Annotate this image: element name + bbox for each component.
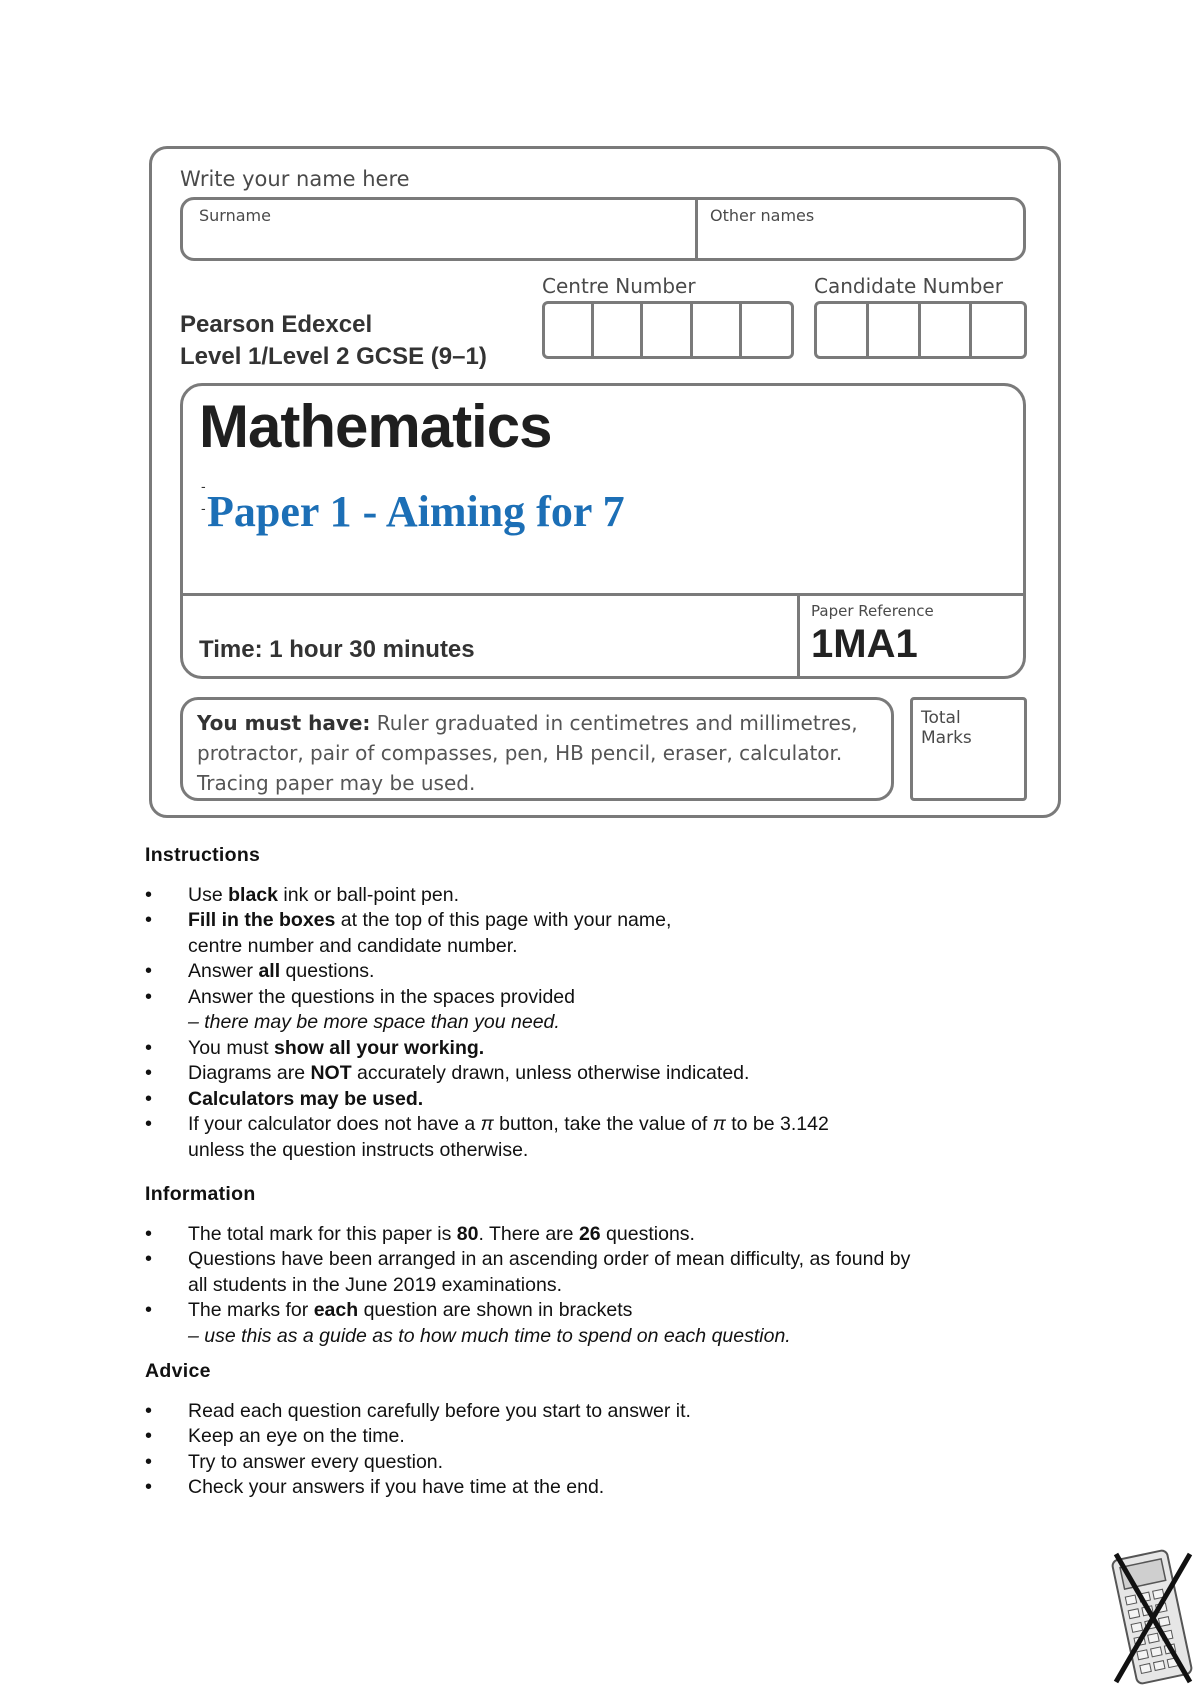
candidate-digit-box[interactable]	[817, 304, 869, 356]
surname-field[interactable]: Surname	[199, 206, 271, 225]
candidate-digit-box[interactable]	[972, 304, 1024, 356]
advice-heading: Advice	[145, 1360, 211, 1382]
centre-digit-box[interactable]	[545, 304, 594, 356]
other-names-field[interactable]: Other names	[710, 206, 815, 225]
candidate-number-boxes[interactable]	[814, 301, 1027, 359]
candidate-digit-box[interactable]	[869, 304, 921, 356]
subject-box	[180, 383, 1026, 679]
dash-mark: -	[201, 478, 206, 494]
name-divider	[695, 200, 698, 258]
paper-reference-code: 1MA1	[811, 622, 918, 666]
list-item: • If your calculator does not have a π button, take the value of π to be 3.142 unless the question instructs otherwise.	[145, 1112, 1045, 1163]
centre-digit-box[interactable]	[742, 304, 791, 356]
must-have-text: Ruler graduated in centimetres and millimetres,	[370, 711, 858, 735]
dash-mark: -	[201, 500, 206, 516]
subject-title: Mathematics	[199, 393, 552, 460]
subject-divider	[183, 593, 1023, 596]
reference-divider	[797, 593, 800, 676]
list-item: • Read each question carefully before you start to answer it.	[145, 1399, 1045, 1425]
list-item: • Fill in the boxes at the top of this page with your name, centre number and candidate number.	[145, 908, 1045, 959]
list-item: • Answer all questions.	[145, 959, 1045, 985]
exam-board	[180, 309, 487, 373]
information-heading: Information	[145, 1183, 256, 1205]
paper-reference-label: Paper Reference	[811, 602, 934, 620]
must-have-box	[180, 697, 894, 801]
paper-title: Paper 1 - Aiming for 7	[207, 487, 625, 536]
cover-form	[149, 146, 1061, 818]
write-name-label: Write your name here	[180, 167, 410, 191]
list-item: • You must show all your working.	[145, 1036, 1045, 1062]
total-marks-box[interactable]	[910, 697, 1027, 801]
centre-digit-box[interactable]	[643, 304, 692, 356]
no-calculator-icon	[1108, 1546, 1196, 1688]
list-item: • Answer the questions in the spaces provided – there may be more space than you need.	[145, 985, 1045, 1036]
instructions-heading: Instructions	[145, 844, 261, 866]
board-line-2: Level 1/Level 2 GCSE (9–1)	[180, 343, 487, 370]
list-item: • The total mark for this paper is 80. There are 26 questions.	[145, 1222, 1045, 1248]
centre-number-boxes[interactable]	[542, 301, 794, 359]
centre-digit-box[interactable]	[594, 304, 643, 356]
exam-time: Time: 1 hour 30 minutes	[199, 636, 475, 663]
list-item: • Calculators may be used.	[145, 1087, 1045, 1113]
candidate-digit-box[interactable]	[921, 304, 973, 356]
board-line-1: Pearson Edexcel	[180, 311, 373, 338]
advice-section	[145, 1359, 1045, 1501]
instructions-section	[145, 843, 1045, 1163]
list-item: • Use black ink or ball-point pen.	[145, 883, 1045, 909]
must-have-line-2: protractor, pair of compasses, pen, HB pencil, eraser, calculator.	[197, 741, 843, 765]
candidate-number-label: Candidate Number	[814, 274, 1003, 298]
total-marks-label: Total Marks	[921, 708, 972, 748]
list-item: • Check your answers if you have time at the end.	[145, 1475, 1045, 1501]
list-item: • The marks for each question are shown in brackets – use this as a guide as to how much time to spend on each question.	[145, 1298, 1045, 1349]
centre-number-label: Centre Number	[542, 274, 696, 298]
must-have-line-3: Tracing paper may be used.	[197, 771, 476, 795]
list-item: • Diagrams are NOT accurately drawn, unless otherwise indicated.	[145, 1061, 1045, 1087]
list-item: • Keep an eye on the time.	[145, 1424, 1045, 1450]
centre-digit-box[interactable]	[693, 304, 742, 356]
name-box	[180, 197, 1026, 261]
must-have-label: You must have:	[197, 711, 371, 735]
list-item: • Try to answer every question.	[145, 1450, 1045, 1476]
list-item: • Questions have been arranged in an ascending order of mean difficulty, as found by all students in the June 2019 examinations.	[145, 1247, 1045, 1298]
information-section	[145, 1182, 1045, 1349]
